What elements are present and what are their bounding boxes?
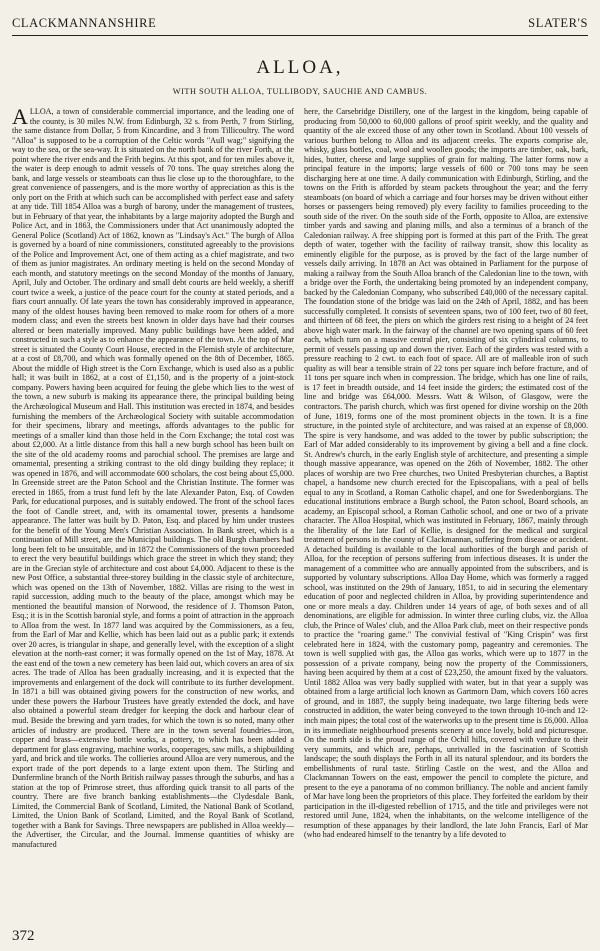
right-column (304, 107, 588, 932)
drop-cap: A (12, 107, 28, 129)
page-subtitle: WITH SOUTH ALLOA, TULLIBODY, SAUCHIE AND CAMBUS. (172, 87, 428, 96)
page-title: ALLOA, (256, 57, 344, 78)
header-rule (12, 35, 588, 36)
left-column (12, 107, 294, 932)
left-column-body: LLOA, a town of considerable commercial importance, and the leading one of the county, is 30 miles N.W. from Edinburgh, 32 s. from Perth, 7 from Stirling, the same distance from Dollar, 5 from Kincardine, and 3 from Tillicoultry. The word "Alloa" is supposed to be a corruption of the Celtic words "Aull wag;" signifying the way to the sea, or the sea-way. It is situated on the north bank of the river Forth, at the point where the river ends and the Frith begins. At this spot, and for ten miles above it, the water is deep enough to admit vessels of 70 tons. The quay stretches along the bank, and large vessels or steamboats can thus lie close up to the thoroughfare, to the great convenience of passengers, and is the more worthy of appreciation as this is the only port on the Frith at which such can be accomplished with perfect ease and safety at any tide. Till 1854 Alloa was a burgh of barony, under the management of trustees, but in February of that year, the inhabitants by a large majority adopted the Burgh and Police Act, and in 1863, the Commissioners under that Act unanimously adopted the General Police (Scotland) Act of 1862, known as "Lindsay's Act." The burgh of Alloa is governed by a board of nine commissioners, constituted agreeably to the provisions of the Police and Improvement Act, one of them acting as a chief magistrate, and two of them as junior magistrates. An ordinary meeting is held on the second Monday of each month, and statutory meetings on the second Monday of the months of January, April, July and October. The ordinary and small debt courts are held weekly, a sheriff court twice a week, a justice of the peace court for the county at stated periods, and a fiars court annually. Of late years the town has considerably improved in appearance, many of the oldest houses having been removed to make room for others of a more modern class; and even the streets best known in older days have had their courses altered or been materially improved. Many public buildings have been added, and constructed in such a style as to enhance the appearance of the town. At the top of Mar street is situated the County Court House, erected in the Flemish style of architecture, at a cost of £8,700, and which was formally opened on the 8th of December, 1865. About the middle of High street is the Corn Exchange, which is used also as a public hall; it was built in 1862, at a cost of £1,150, and is the property of a joint-stock company. Powers having been acquired for feuing the glebe which lies to the west of the town, a new suburb is making its appearance there, the principal building being the Archæological Museum and Hall. This institution was erected in 1874, and besides furnishing the members of the Archæological Society with suitable accommodation for their specimens, library and meetings, affords advantages to the public for meetings of a smaller kind than those held in the Corn Exchange; the total cost was about £2,000. At a little distance from this hall a new burgh school has been built on the site of the old academy rooms and parochial school. The premises are large and ornamental, presenting a striking contrast to the old dingy building they replace; it was opened in 1876, and will accommodate 600 scholars, the cost being about £5,000. In Greenside street are the Paton School and the Christian Institute. The former was erected in 1865, from a trust fund left by the late Alexander Paton, Esq. of Cowden Park, for educational purposes, and is suitably endowed. The front of the school faces the foot of Candle street, and, with its ornamental tower, presents a handsome appearance. The latter was built by D. Paton, Esq. and placed by him under trustees for the benefit of the Young Men's Christian Association. In Bank street, which is a continuation of Mill street, are the Municipal buildings. The old Burgh chambers had long been felt to be unsuitable, and in 1872 the Commissioners of the town proceeded to erect the very beautiful buildings which grace the street in which they stand; they are in the Grecian style of architecture and cost about £4,000. Adjacent to these is the new Post Office, a substantial three-storey building in the classic style of architecture, which was opened on the 13th of November, 1882. Villas are rising to the west in rapid succession, adding much to the beauty of the place, amongst which may be mentioned the beautiful mansion of Norwood, the residence of J. Thomson Paton, Esq.; it is in the Scottish baronial style, and forms a point of attraction in the approach to Alloa from the west. In 1877 land was acquired by the Commissioners, as a feu, from the Earl of Mar and Kellie, which has been laid out as a public park; it extends over 20 acres, is triangular in shape, and generally level, with the exception of a slight elevation at the north-east corner; it was formally opened on the 1st of May, 1878. At the east end of the town a new cemetery has been laid out, which covers an area of six acres. The trade of Alloa has been gradually increasing, and it is expected that the improvements and enlargement of the dock will contribute to its further development. In 1871 a bill was obtained giving powers for the construction of new works, and under these powers the Harbour Trustees have greatly extended the dock, and have also obtained a powerful steam dredger for keeping the dock and harbour clear of mud. Beside the brewing and yarn trades, for which the town is so noted, many other articles of industry are produced. There are in the town several foundries—iron, copper and brass—extensive bottle works, a pottery, to which has been added a department for glass engraving, machine works, cooperages, saw mills, a shipbuilding yard, and brick and tile works. The collieries around Alloa are very numerous, and the export trade of the port depends to a large extent upon them. The Stirling and Dunfermline branch of the North British railway passes through the suburbs, and has a station at the top of Primrose street, thus affording quick transit to all parts of the country. There are five branch banking establishments—the Clydesdale Bank, Limited, the Commercial Bank of Scotland, Limited, the National Bank of Scotland, Limited, the Union Bank of Scotland, Limited, and the Royal Bank of Scotland, together with a Bank for Savings. Three newspapers are published in Alloa weekly—the Advertiser, the Circular, and the Journal. Immense quantities of whisky are manufactured (12, 107, 294, 849)
left-column-text (12, 107, 294, 849)
county-heading: CLACKMANNANSHIRE (12, 16, 157, 30)
publisher-heading: SLATER'S (528, 16, 588, 30)
page-number: 372 (12, 928, 35, 944)
running-head (12, 16, 588, 31)
right-column-text: here, the Carsebridge Distillery, one of the largest in the kingdom, being capable of producing from 50,000 to 60,000 gallons of proof spirit weekly, and the quality and quantity of the ale exceed those of any other town in Scotland. About 100 vessels of various burthen belong to Alloa and its adjacent creeks. The exports comprise ale, whisky, glass bottles, coal, wool and woollen goods; the imports are timber, oak, bark, hides, butter, cheese and large supplies of grain for malting. The latter forms now a principal feature in the imports; large vessels of 600 or 700 tons may be seen discharging here at one time. A daily communication with Edinburgh, Stirling, and the towns on the Frith is afforded by steam packets throughout the year; and the ferry steamboats (on board of which a carriage and four horses may be driven without either horses or passengers being removed) ply every facility to families proceeding to the south side of the river. On the south side of the Forth, opposite to Alloa, are extensive timber yards and sawing and planing mills, and also a terminus of a branch of the Caledonian railway. A free shipping port is formed at this part of the Frith. The great depth of water, together with the facility of railway transit, show this locality as eminently eligible for the purpose, as is proved by the fact of the large number of vessels daily arriving. In 1878 an Act was obtained in Parliament for the purpose of making a railway from the South Alloa branch of the Caledonian line to the town, with a bridge over the Forth, the undertaking being promoted by an independent company, backed by the Caledonian Company, who subscribed £40,000 of the necessary capital. The foundation stone of the bridge was laid on the 24th of April, 1882, and has been successfully completed. It consists of seventeen spans, two of 100 feet, two of 80 feet, and thirteen of 68 feet, the piers on which the girders rest rising to a height of 24 feet above high water mark. In the fairway of the channel are two opening spans of 60 feet each, which turn on a massive central pier, consisting of six cylindrical columns, to permit of vessels passing up and down the river. Each of the girders was tested with a pressure reaching to 2 cwt. to each foot of space. All are of malleable iron of such quality as will bear a tensible strain of 22 tons per square inch before fracture, and of 11 tons per square inch when in compression. The bridge, which has one line of rails, is 17 feet in breadth outside, and 14 feet inside the girders; the estimated cost of the line and bridge was £64,000. Messrs. Watt & Wilson, of Glasgow, were the contractors. The parish church, which was first opened for divine worship on the 20th of June, 1819, forms one of the most prominent objects in the town. It is a fine structure, in the pointed style of architecture, and was raised at an expense of £8,000. The spire is very handsome, and was added to the tower by public subscription; the Earl of Mar added considerably to its improvement by giving a bell and a fine clock. St. Andrew's church, in the early English style of architecture, and presenting a simple though massive appearance, was opened on the 26th of November, 1882. The other places of worship are two Free churches, two United Presbyterian churches, a Baptist chapel, a handsome new church erected for the Episcopalians, with a peal of bells equal to any in Scotland, a Roman Catholic chapel, and one for Swedenborgians. The educational institutions embrace a Burgh school, the Paton school, Board schools, an academy, an Episcopal school, a Roman Catholic school, and one or two of a private character. The Alloa Hospital, which was instituted in February, 1867, mainly through the liberality of the late Earl of Kellie, is designed for the medical and surgical treatment of persons in the county of Clackmannan, suffering from disease or accident. A detached building is available to the local authorities of the burgh and parish of Alloa, for the reception of persons suffering from infectious diseases. It is under the management of a committee who are annually appointed from the subscribers, and is supported by voluntary subscriptions. Alloa Day Home, which was formerly a ragged school, was instituted on the 29th of January, 1851, to aid in securing the elementary education of poor and neglected children in Alloa, by providing superintendence and one or more meals a day. Children under 14 years of age, of both sexes and of all denominations, are eligible for admission. In winter three curling clubs, viz. the Alloa club, the Prince of Wales' club, and the Alloa Park club, meet on their respective ponds to practice the "roaring game." The convivial festival of "King Crispin" was first celebrated here in 1824, with the customary pomp, pageantry and ceremonies. The town is well supplied with gas, the Alloa gas works, which were up to 1877 in the possession of a private company, being now the property of the Commissioners, having been acquired by them at a cost of £23,250, the amount fixed by the valuators. Until 1882 Alloa was very badly supplied with water, but in that year a supply was obtained from a large artificial loch known as Gartmorn Dam, which covers 160 acres of ground, and in 1887, the supply being inadequate, two large filtering beds were constructed in addition, the water being conveyed to the town through 10-inch and 12-inch main pipes; the total cost of the waterworks up to the present time is £6,000. Alloa in its immediate neighbourhood presents scenery at once lovely, bold and picturesque. On the north side is the proud range of the Ochil hills, covered with verdure to their very summits, and which are, perhaps, unrivalled in the fascination of Scottish landscape; the south displays the Forth in all its natural splendour, and its borders the embellishments of rural taste. Stirling Castle on the west, and the Alloa and Clackmannan Towers on the east, empower the pencil to complete the picture, and present to the eye a panorama of no common brilliancy. The noble and ancient family of Mar have long been the proprietors of this place. They forfeited the earldom by their participation in the ill-digested rebellion of 1715, and the title and privileges were not restored until June, 1824, when the inhabitants, on the welcome intelligence of the resumption of these appanages by their landlord, the late John Francis, Earl of Mar (who had endeared himself to the tenantry by a life devoted to (304, 107, 588, 840)
